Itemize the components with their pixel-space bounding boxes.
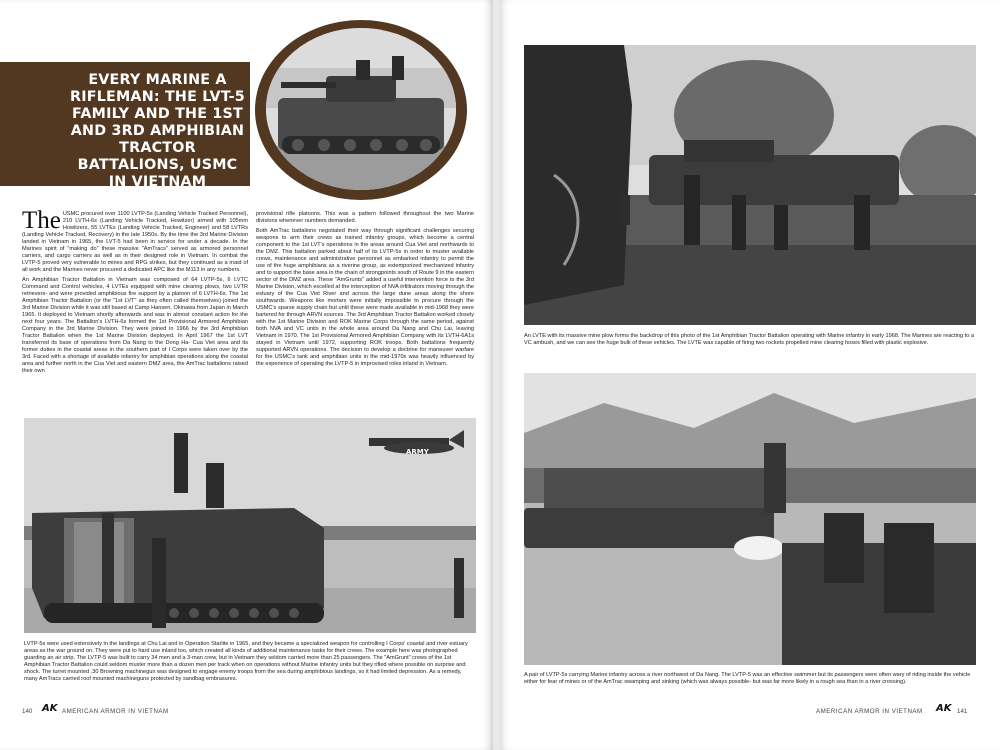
river-photo-illustration [524, 373, 976, 665]
body-paragraph: Both AmTrac battalions negotiated their way through significant challenges securing weapons to arm their crews as trained infantry groups, which become a central component to the 1st LVT's operations in the areas around Cua Viet and northwards to the DMZ. This battalion parked about half of its LVTP-5s in order to muster available crews, maintenance and administrative personnel as embarked infantry to permit the use of the huge amphibians as a riverine group, as extemporized mechanized infantry and to support the base area in the chain of strongpoints south of Route 9 in the eastern sector of the DMZ area. These "AmGrunts" added a useful intervention force to the 3rd Marine Division, which excelled at the interception of NVA infiltrators moving through the estuary of the Cua Viet River and across the large dune areas along the shore southwards. Weapons like mortars were initially impossible to procure through the USMC's sparse supply chain but until these were made available in mid-1968 they were bartered for through ARVN sources. The 3rd Amphibian Tractor Battalion worked closely with the 1st Marine Division and ROK Marine Corps through the same period, against both NVA and VC units in the whole area around Da Nang and Chu Lai, leaving Vietnam in 1970. The 1st Provisional Armored Amphibian Company with its LVTH-6A1s stayed in Vietnam until 1972, supporting ROK troops. Both battalions frequently supported ARVN operations. The decision to develop a doctrine for maneuver warfare for the USMC's tank and amphibian units in the mid-1970s was heavily influenced by the experience of operating the LVTP-5 in improvised roles inland in Vietnam. [256, 228, 474, 367]
airstrip-photo-illustration [24, 418, 476, 633]
photo-lvte-ambush [524, 45, 976, 325]
ak-logo-right: AK [936, 703, 952, 714]
running-title-right: AMERICAN ARMOR IN VIETNAM [816, 708, 923, 715]
bottom-photo-caption-right: A pair of LVTP-5s carrying Marine infantry across a river northwest of Da Nang. The LVTP-5 was an effective swimmer but its passengers were often wary of riding inside the vehicle either for fear of mines or of the AmTrac swamping and sinking (which was always possible- but was far more likely in a rough sea than in a river crossing). [524, 672, 971, 685]
spine-gutter [493, 0, 500, 750]
plane-marking: ARMY [406, 448, 429, 456]
body-paragraph: provisional rifle platoons. This was a pattern followed throughout the two Marine divisions whenever numbers demanded. [256, 211, 474, 224]
drop-cap: The [22, 207, 61, 234]
body-column-2 [256, 211, 474, 413]
lvte-photo-illustration [524, 45, 976, 325]
title-photo-tank [266, 28, 456, 190]
page-number-left: 140 [22, 708, 33, 715]
right-page [500, 0, 1000, 750]
photo-lvtp5-airstrip [24, 418, 476, 633]
page-number-right: 141 [957, 708, 968, 715]
left-page [0, 0, 493, 750]
running-title-left: AMERICAN ARMOR IN VIETNAM [62, 708, 169, 715]
tank-photo-illustration [266, 28, 456, 190]
article-title: EVERY MARINE A RIFLEMAN: THE LVT-5 FAMILY AND THE 1ST AND 3RD AMPHIBIAN TRACTOR BATTALIONS, USMC IN VIETNAM [70, 72, 245, 190]
photo-river-crossing [524, 373, 976, 665]
body-column-1 [22, 207, 248, 413]
body-paragraph: An Amphibian Tractor Battalion in Vietnam was composed of 64 LVTP-5s, 6 LVTC Command and Control vehicles, 4 LVTEs equipped with mine clearing plows, two LVTR retrievers- and were provided amphibious fire support by a platoon of 6 LVTH-6s. The 1st Amphibian Tractor Battalion (or the "1st LVT" as they often called themselves) joined the 3rd Marine Division while it was still based at Camp Hansen, Okinawa from Japan in March 1965. It deployed to Vietnam shortly afterwards and was in almost constant action for the next four years. The Battalion's LVTH-6s formed the 1st Provisional Armored Amphibian Company in the 3rd Marine Division. They were joined in 1966 by the 3rd Amphibian Tractor Battalion when the 1st Marine Division deployed. In April 1967 the 1st LVT transferred its base of operations from Da Nang to the Dong Ha- Cua Viet area and its former duties in the coastal areas in the southern part of I Corps were taken over by the 3rd. Faced with a shortage of available infantry for amphibian operations along the coastal area and further north in the Cua Viet and eastern DMZ area, the AmTrac battalions raised their own [22, 277, 248, 374]
ak-logo-left: AK [42, 703, 58, 714]
bottom-photo-caption: LVTP-5s were used extensively in the landings at Chu Lai and in Operation Starlite in 1965, and they became a specialized weapon for controlling I Corps' coastal and river estuary areas as the war ground on. They were put to hard use inland too, which created all kinds of additional maintenance tasks for their crews. The example here was photographed guarding an air strip. The LVTP-5 was built to carry 34 men and a 3-man crew, but in Vietnam they seldom carried more than 25 passengers. The "AmGrunt" crews of the 1st Amphibian Tractor Battalion could seldom muster more than a dozen men per track when on operations without Marine infantry units but they rifled where possible on surprise and shock. The turret mounted .30 Browning machinegun was designed to engage enemy troops from the sea during amphibious landings, so it had limited depression. As a remedy, many AmTracs carried roof mounted machineguns protected by sandbag embrasures. [24, 641, 468, 682]
body-paragraph: USMC procured over 1100 LVTP-5s (Landing Vehicle Tracked Personnel), 210 LVTH-6s (Landing Vehicle Tracked, Howitzer) armed with 105mm Howitzers, 55 LVTEs (Landing Vehicle Tracked, Engineer) and 58 LVTRs (Landing Vehicle Tracked, Recovery) in the late 1950s. By the time the 3rd Marine Division landed in Vietnam in 1965, the LVT-5 had been in service for under a decade. In the Marines spirit of "making do" these massive "AmTracs" served as armored personnel carriers, and cargo carriers as well as in their designed role in Vietnam. In combat the LVTP-5 proved very vulnerable to mines and RPG strikes, but they continued as a maid of all work and the Marines never procured a dedicated APC like the M113 in any numbers. [22, 211, 248, 273]
top-photo-caption: An LVTE with its massive mine plow forms the backdrop of this photo of the 1st Amphibian Tractor Battalion operating with Marine infantry in early 1968. The Marines are reacting to a VC ambush, and we can see the huge bulk of these vehicles. The LVTE was capable of firing two rockets propelled mine clearing hoses filled with plastic explosive. [524, 333, 975, 346]
